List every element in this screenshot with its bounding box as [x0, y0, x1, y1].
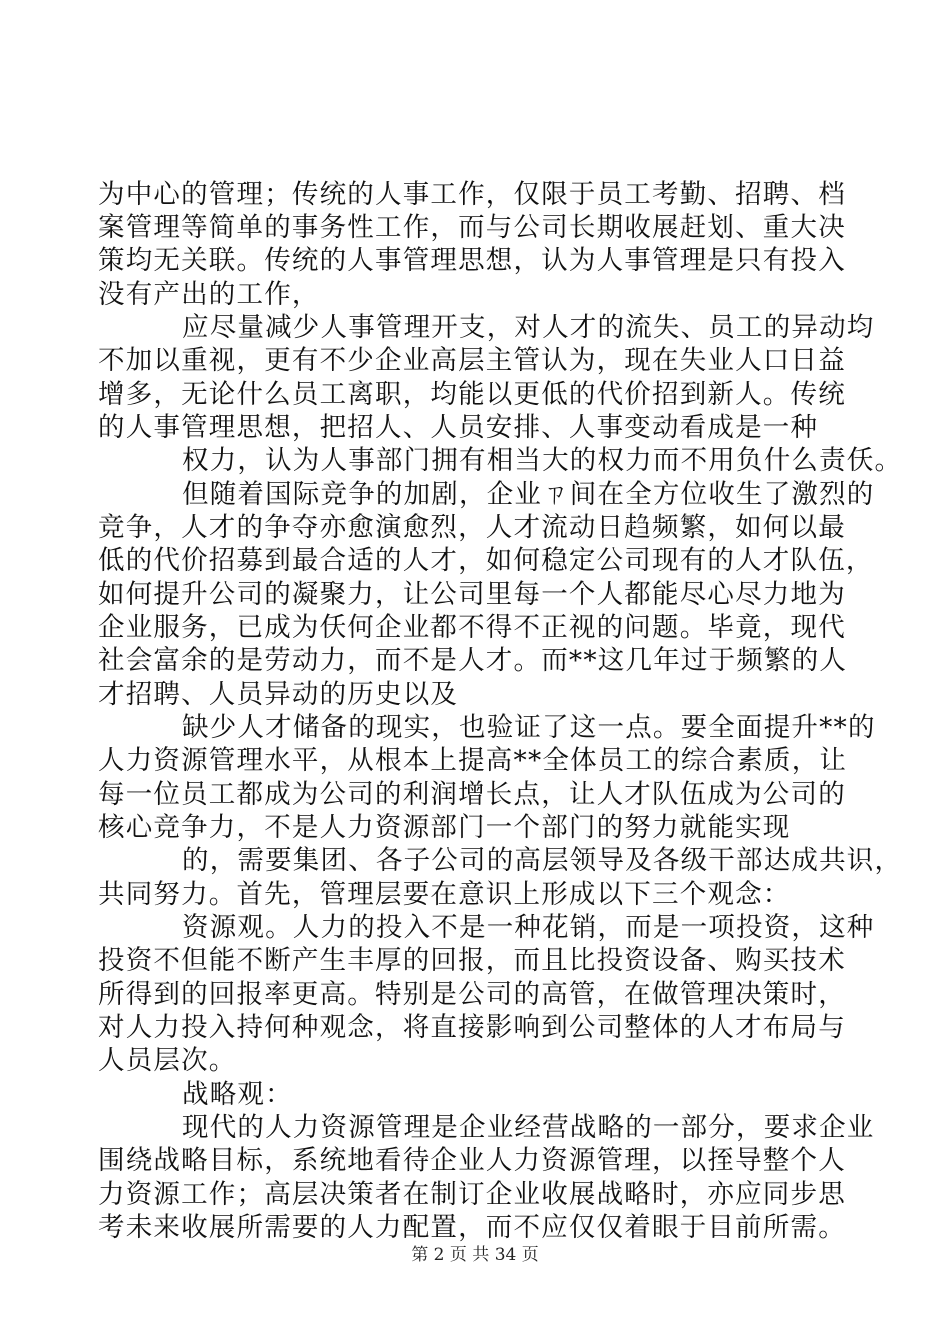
body-text-line: 共同努力。首先，管理层要在意识上形成以下三个观念： — [98, 879, 791, 910]
body-text-line: 每一位员工都成为公司的利润增长点，让人才队伍成为公司的 — [98, 779, 846, 810]
body-text-line: 核心竞争力，不是人力资源部门一个部门的努力就能实现 — [98, 812, 791, 843]
body-text-line: 社会富余的是劳动力，而不是人才。而**这几年过于频繁的人 — [98, 645, 848, 676]
body-text-line: 但随着国际竞争的加剧，企业ㄗ间在全方位收生了激烈的 — [182, 479, 875, 510]
body-text-line: 人员层次。 — [98, 1045, 237, 1076]
body-text-line: 围绕战略目标，系统地看待企业人力资源管理，以挃导整个人 — [98, 1145, 846, 1176]
body-text-line: 没有产出的工作， — [98, 279, 320, 310]
body-text-line: 竞争，人才的争夺亦愈演愈烈，人才流动日趋频繁，如何以最 — [98, 512, 846, 543]
body-text-line: 增多，无论什么员工离职，均能以更低的代价招到新人。传统 — [98, 379, 846, 410]
body-text-line: 现代的人力资源管理是企业经营战略的一部分，要求企业 — [182, 1112, 875, 1143]
body-text-line: 案管理等简单的事务性工作，而与公司长期收展赶划、重大决 — [98, 212, 846, 243]
body-text-line: 所得到的回报率更高。特别是公司的高管，在做管理决策时， — [98, 979, 846, 1010]
body-text-line: 的人事管理思想，把招人、人员安排、人事变动看成是一种 — [98, 412, 819, 443]
body-text-line: 如何提升公司的凝聚力，让公司里每一个人都能尽心尽力地为 — [98, 579, 846, 610]
body-text-line: 才招聘、人员异动的历史以及 — [98, 679, 459, 710]
section-heading: 战略观： — [182, 1079, 293, 1110]
body-text-line: 考未来收展所需要的人力配置，而不应仅仅着眼于目前所需。 — [98, 1212, 846, 1243]
body-text-line: 缺少人才储备的现实，也验证了这一点。要全面提升**的 — [182, 712, 876, 743]
body-text-line: 投资不但能不断产生丰厚的回报，而且比投资设备、购买技术 — [98, 945, 846, 976]
body-text-line: 资源观。人力的投入不是一种花销，而是一项投资，这种 — [182, 912, 875, 943]
body-text-line: 策均无关联。传统的人事管理思想，认为人事管理是只有投入 — [98, 245, 846, 276]
body-text-line: 权力，认为人事部门拥有相当大的权力而不用负什么责仸。 — [182, 445, 903, 476]
body-text-line: 不加以重视，更有不少企业高层主管认为，现在失业人口日益 — [98, 345, 846, 376]
body-text-line: 低的代价招募到最合适的人才，如何稳定公司现有的人才队伍， — [98, 545, 874, 576]
body-text-line: 对人力投入持何种观念，将直接影响到公司整体的人才布局与 — [98, 1012, 846, 1043]
body-text-line: 应尽量减少人事管理开支，对人才的流失、员工的异动均 — [182, 312, 875, 343]
body-text-line: 的，需要集团、各子公司的高层领导及各级干部达成共识， — [182, 845, 903, 876]
body-text-line: 为中心的管理；传统的人事工作，仅限于员工考勤、招聘、档 — [98, 179, 846, 210]
body-text-line: 人力资源管理水平，从根本上提高**全体员工的综合素质，让 — [98, 745, 848, 776]
body-text-line: 企业服务，已成为仸何企业都不得不正视的问题。毕竟，现代 — [98, 612, 846, 643]
page-number-footer: 第 2 页 共 34 页 — [411, 1245, 539, 1265]
body-text-line: 力资源工作；高层决策者在制订企业收展战略时，亦应同步思 — [98, 1179, 846, 1210]
